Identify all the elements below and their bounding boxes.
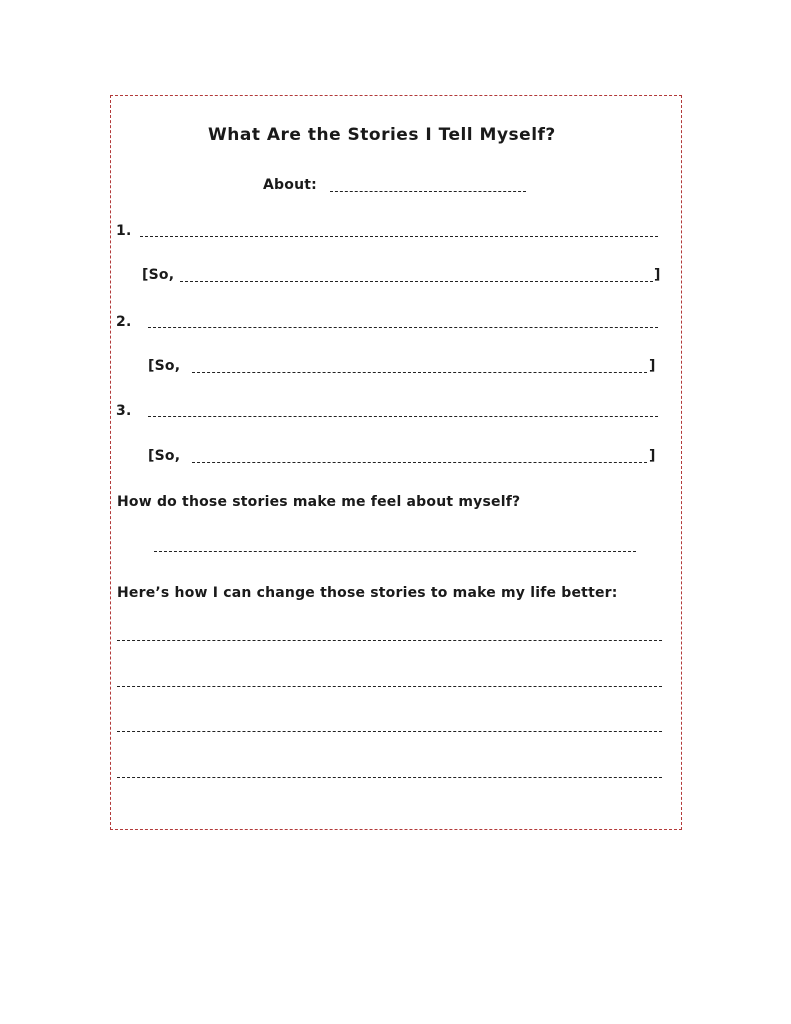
item-3-field[interactable] <box>148 416 658 417</box>
item-2-so-label: [So, <box>148 358 181 374</box>
feel-answer-field[interactable] <box>154 551 636 552</box>
change-answer-line-3[interactable] <box>117 731 662 732</box>
change-answer-line-1[interactable] <box>117 640 662 641</box>
item-2-number: 2. <box>116 314 132 330</box>
worksheet-title: What Are the Stories I Tell Myself? <box>208 125 556 145</box>
item-3-so-close: ] <box>649 448 656 464</box>
item-2-so-field[interactable] <box>192 372 647 373</box>
change-answer-line-2[interactable] <box>117 686 662 687</box>
about-field[interactable] <box>330 191 526 192</box>
item-3-so-label: [So, <box>148 448 181 464</box>
item-3-number: 3. <box>116 403 132 419</box>
item-1-number: 1. <box>116 223 132 239</box>
feel-question: How do those stories make me feel about myself? <box>117 494 521 510</box>
about-label: About: <box>263 177 317 193</box>
item-3-so-field[interactable] <box>192 462 647 463</box>
item-2-field[interactable] <box>148 327 658 328</box>
item-1-field[interactable] <box>140 236 658 237</box>
item-1-so-close: ] <box>654 267 661 283</box>
change-answer-line-4[interactable] <box>117 777 662 778</box>
item-2-so-close: ] <box>649 358 656 374</box>
change-question: Here’s how I can change those stories to make my life better: <box>117 585 618 601</box>
item-1-so-field[interactable] <box>180 281 653 282</box>
item-1-so-label: [So, <box>142 267 175 283</box>
